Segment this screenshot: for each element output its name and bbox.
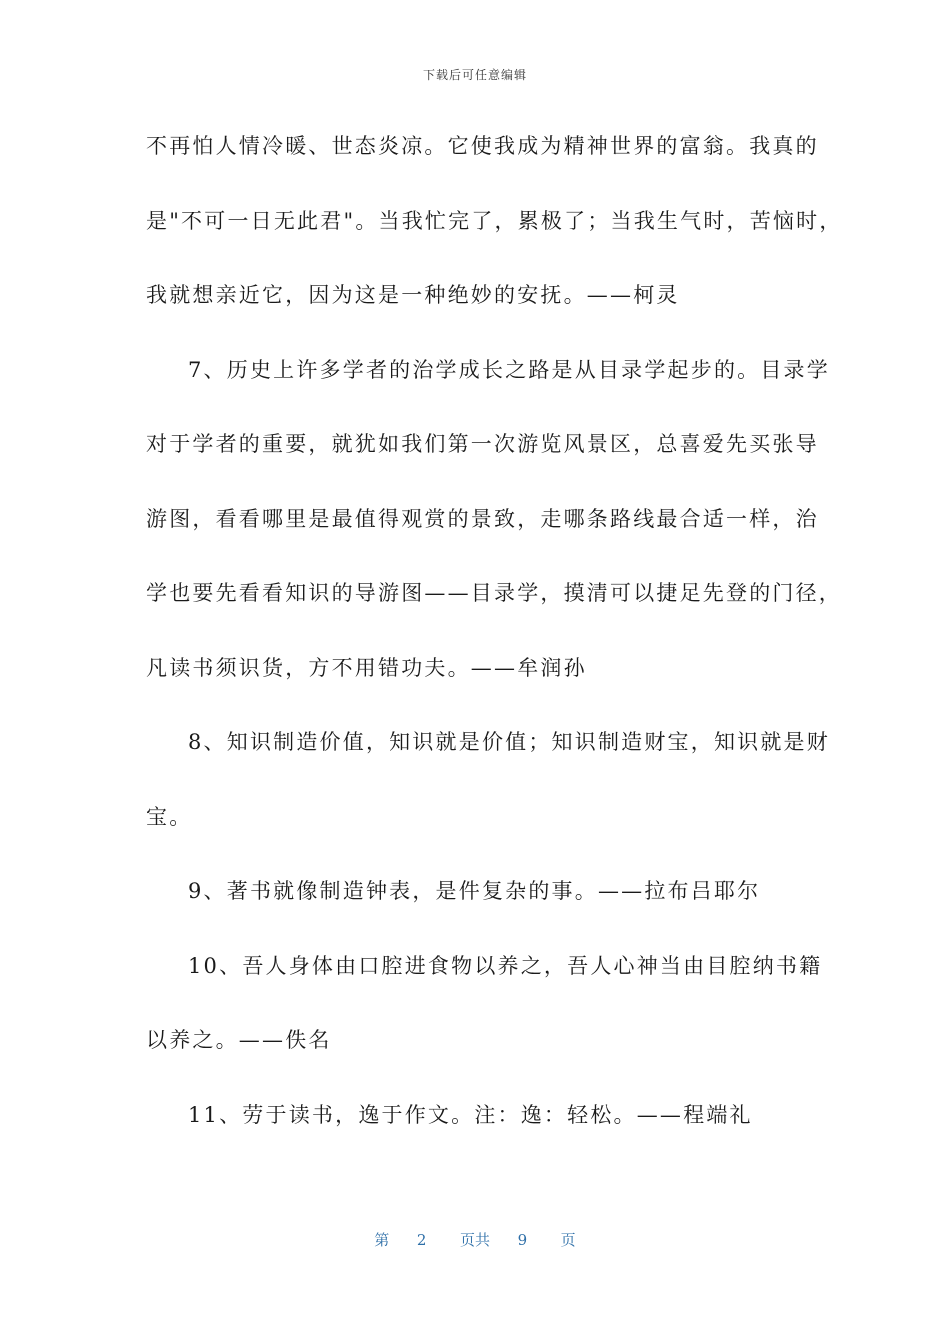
footer-middle: 页共 xyxy=(459,1231,490,1249)
text-line: 凡读书须识货，方不用错功夫。——牟润孙 xyxy=(146,655,587,680)
text-line: 是"不可一日无此君"。当我忙完了，累极了；当我生气时，苦恼时， xyxy=(146,208,843,233)
paragraph-start-line: 9、著书就像制造钟表，是件复杂的事。——拉布吕耶尔 xyxy=(188,879,761,903)
text-line: 学也要先看看知识的导游图——目录学，摸清可以捷足先登的门径， xyxy=(146,581,842,605)
paragraph-start-line: 11、劳于读书，逸于作文。注：逸：轻松。——程端礼 xyxy=(188,1102,753,1127)
document-body xyxy=(146,128,843,1171)
text-line: 不再怕人情冷暖、世态炎凉。它使我成为精神世界的富翁。我真的 xyxy=(146,134,819,158)
page-header: 下载后可任意编辑 xyxy=(422,68,527,82)
text-line: 以养之。——佚名 xyxy=(146,1028,332,1052)
text-line: 对于学者的重要，就犹如我们第一次游览风景区，总喜爱先买张导 xyxy=(146,432,819,456)
text-line: 游图，看看哪里是最值得观赏的景致，走哪条路线最合适一样，治 xyxy=(146,506,819,531)
paragraph-start-line: 7、历史上许多学者的治学成长之路是从目录学起步的。目录学 xyxy=(188,357,830,382)
footer-prefix: 第 xyxy=(374,1231,390,1249)
footer-suffix: 页 xyxy=(560,1231,576,1249)
text-line: 宝。 xyxy=(146,804,193,829)
page-footer xyxy=(0,1229,950,1250)
paragraph-start-line: 10、吾人身体由口腔进食物以养之，吾人心神当由目腔纳书籍 xyxy=(188,953,823,978)
footer-total-pages: 9 xyxy=(517,1231,528,1249)
paragraph-start-line: 8、知识制造价值，知识就是价值；知识制造财宝，知识就是财 xyxy=(188,730,830,754)
text-line: 我就想亲近它，因为这是一种绝妙的安抚。——柯灵 xyxy=(146,283,680,307)
footer-current-page: 2 xyxy=(416,1231,427,1249)
